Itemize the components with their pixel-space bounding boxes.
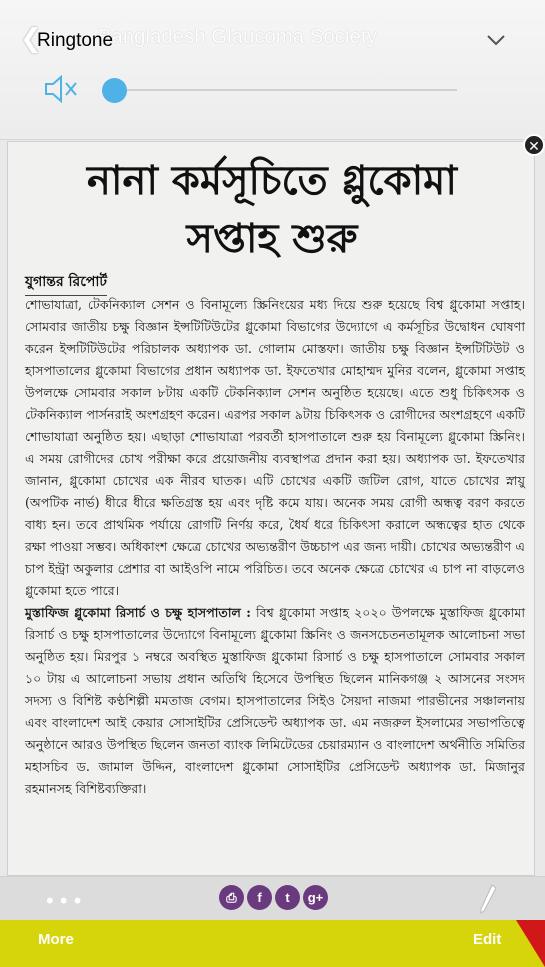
header-bar — [0, 0, 545, 140]
volume-slider-knob[interactable] — [102, 78, 127, 103]
edit-button[interactable]: Edit — [473, 931, 502, 948]
close-icon[interactable]: ✕ — [523, 134, 545, 156]
corner-flag — [516, 920, 545, 967]
more-button[interactable]: More — [38, 931, 74, 948]
article-headline — [8, 152, 536, 268]
back-arrow-icon[interactable]: ❮ — [20, 24, 42, 54]
pen-icon[interactable] — [478, 883, 498, 915]
share-icons — [219, 885, 328, 913]
google-plus-icon[interactable]: g+ — [303, 885, 328, 910]
share-bar — [0, 876, 545, 920]
headline-line-2: সপ্তাহ শুরু — [186, 215, 358, 262]
print-icon[interactable]: ⎙ — [219, 885, 244, 910]
app-title: Bangladesh Glaucoma Society — [98, 26, 377, 48]
article-clipping — [7, 141, 535, 876]
headline-line-1: নানা কর্মসূচিতে গ্লুকোমা — [87, 157, 457, 204]
volume-slider-track — [114, 89, 457, 91]
bottom-toolbar — [0, 920, 545, 967]
article-paragraph — [25, 602, 525, 800]
article-paragraph: শোভাযাত্রা, টেকনিক্যাল সেশন ও বিনামূল্যে স্ক্রিনিংয়ের মধ্য দিয়ে শুরু হয়েছে বিশ্ব গ্লুকোমা সপ্তাহ। সোমবার জাতীয় চক্ষু বিজ্ঞান ইন্সটিটিউটের গ্লুকোমা বিভাগের উদ্যোগে এ কর্মসূচির উদ্বোধন ঘোষণা করেন ইন্সটিটিউটের পরিচালক অধ্যাপক ডা. গোলাম মোস্তফা। জাতীয় চক্ষু বিজ্ঞান ইন্সটিটিউট ও হাসপাতালের গ্লুকোমা বিভাগের প্রধান অধ্যাপক ডা. ইফতেখার মোহাম্মদ মুনির বলেন, গ্লুকোমা সপ্তাহ উপলক্ষে সোমবার সকাল ৮টায় একটি টেকনিক্যাল সেশন অনুষ্ঠিত হয়েছে। এতে শুধু চিকিৎসক ও টেকনিক্যাল পার্সনরাই অংশগ্রহণ করেন। এরপর সকাল ৯টায় চিকিৎসক ও রোগীদের অংশগ্রহণে একটি শোভাযাত্রা অনুষ্ঠিত হয়। এছাড়া শোভাযাত্রা পরবর্তী হাসপাতালে শুরু হয় বিনামূল্যে গ্লুকোমা স্ক্রিনিং। এ সময় রোগীদের চোখ পরীক্ষা করে প্রয়োজনীয় ব্যবস্থাপত্র প্রদান করা হয়। অধ্যাপক ডা. ইফতেখার জানান, গ্লুকোমা চোখের এক নীরব ঘাতক। এটি চোখের একটি জটিল রোগ, যাতে চোখের স্নায়ু (অপটিক নার্ভ) ধীরে ধীরে ক্ষতিগ্রস্ত হয় এবং দৃষ্টি কমে যায়। অনেক সময় রোগী অন্ধত্ব বরণ করতে বাধ্য হন। তবে প্রাথমিক পর্যায়ে রোগটি নির্ণয় করে, ধৈর্য ধরে চিকিৎসা করালে অন্ধত্বের হাত থেকে রক্ষা পাওয়া সম্ভব। অধিকাংশ ক্ষেত্রে চোখের অভ্যন্তরীণ উচ্চচাপ এর জন্য দায়ী। চোখের অভ্যন্তরীণ এ চাপ ইন্ট্রা অকুলার প্রেশার বা আইওপি নামে পরিচিত। তবে অনেক ক্ষেত্রে চোখের এ চাপ না বাড়লেও গ্লুকোমা হতে পারে। — [25, 297, 525, 598]
ringtone-label: Ringtone — [37, 30, 114, 51]
chevron-down-icon[interactable] — [485, 29, 507, 51]
more-dots-icon[interactable]: ••• — [44, 889, 86, 913]
paragraph-text: বিশ্ব গ্লুকোমা সপ্তাহ ২০২০ উপলক্ষে মুস্তাফিজ গ্লুকোমা রিসার্চ ও চক্ষু হাসপাতালের উদ্যোগে বিনামূল্যে গ্লুকোমা স্ক্রিনিং ও জনসচেতনতামূলক আলোচনা সভা অনুষ্ঠিত হয়। মিরপুর ১ নম্বরে অবস্থিত মুস্তাফিজ গ্লুকোমা রিসার্চ ও চক্ষু হাসপাতালে সোমবার সকাল ১০ টায় এ আলোচনা সভায় প্রধান অতিথি হিসেবে উপস্থিত ছিলেন মানিকগঞ্জ ২ আসনের সংসদ সদস্য ও বিশিষ্ট কণ্ঠশিল্পী মমতাজ বেগম। হাসপাতালের সিইও সৈয়দা নাজমা পারভীনের সঞ্চালনায় এবং বাংলাদেশ আই কেয়ার সোসাইটির প্রেসিডেন্ট অধ্যাপক ডা. এম নজরুল ইসলামের সভাপতিত্বে অনুষ্ঠানে আরও উপস্থিত ছিলেন জনতা ব্যাংক লিমিটেডের চেয়ারম্যান ও বাংলাদেশ অর্থনীতি সমিতির মহাসচিব ড. জামাল উদ্দিন, বাংলাদেশ গ্লুকোমা সোসাইটির প্রেসিডেন্ট অধ্যাপক ডা. মিজানুর রহমানসহ বিশিষ্টব্যক্তিরা। — [25, 605, 525, 796]
paragraph-lead: মুস্তাফিজ গ্লুকোমা রিসার্চ ও চক্ষু হাসপাতাল : — [25, 605, 251, 620]
facebook-icon[interactable]: f — [247, 885, 272, 910]
twitter-icon[interactable]: t — [275, 885, 300, 910]
volume-mute-icon[interactable] — [44, 73, 78, 105]
article-body — [25, 294, 525, 800]
article-byline: যুগান্তর রিপোর্ট — [25, 270, 107, 296]
volume-slider[interactable] — [102, 78, 457, 102]
